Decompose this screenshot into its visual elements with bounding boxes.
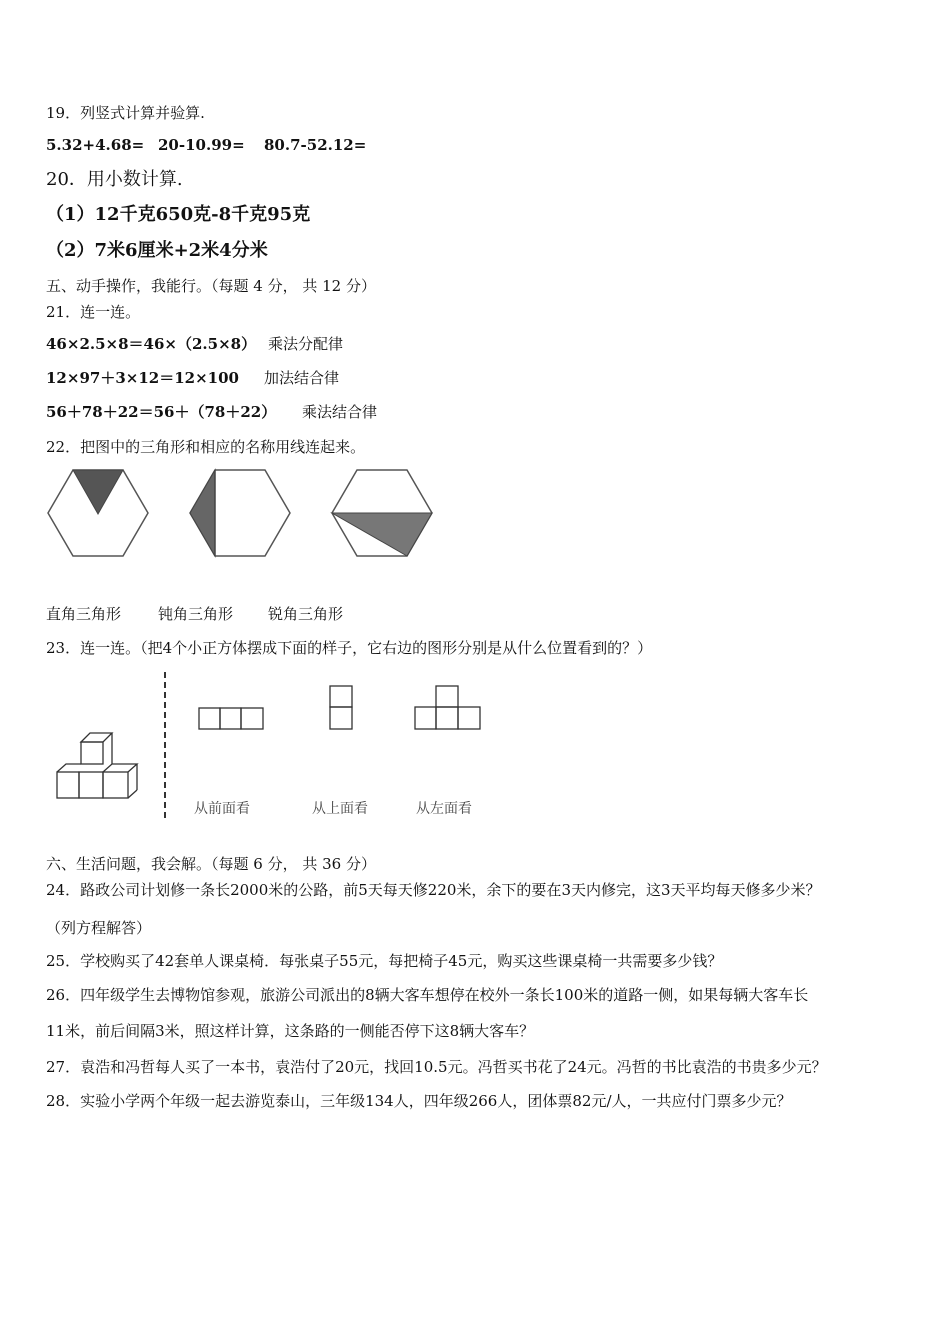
q21-expr-2: 12×97＋3×12＝12×100 bbox=[46, 369, 239, 387]
q28-text: 28．实验小学两个年级一起去游览泰山，三年级134人，四年级266人，团体票82元/人，一共应付门票多少元？ bbox=[46, 1092, 792, 1110]
dashed-divider bbox=[160, 672, 170, 820]
label-obtuse-triangle: 钝角三角形 bbox=[158, 605, 234, 623]
q24-note: （列方程解答） bbox=[46, 919, 152, 937]
q26-line-2: 11米，前后间隔3米，照这样计算，这条路的一侧能否停下这8辆大客车？ bbox=[46, 1022, 535, 1040]
hexagon-figure-2 bbox=[188, 468, 292, 558]
q19-title: 19．列竖式计算并验算. bbox=[46, 104, 205, 122]
q27-text: 27．袁浩和冯哲每人买了一本书，袁浩付了20元，找回10.5元。冯哲买书花了24元。冯哲的书比袁浩的书贵多少元？ bbox=[46, 1058, 827, 1076]
q25-text: 25．学校购买了42套单人课桌椅．每张桌子55元，每把椅子45元，购买这些课桌椅一共需要多少钱？ bbox=[46, 952, 723, 970]
q22-title: 22．把图中的三角形和相应的名称用线连起来。 bbox=[46, 438, 366, 456]
label-acute-triangle: 锐角三角形 bbox=[268, 605, 344, 623]
label-front-view: 从前面看 bbox=[194, 801, 250, 817]
front-view-figure bbox=[198, 706, 268, 732]
q21-title: 21．连一连。 bbox=[46, 303, 141, 321]
q19-expr-2: 20-10.99= bbox=[158, 136, 245, 154]
q21-law-2: 加法结合律 bbox=[264, 369, 340, 387]
q21-expr-3: 56＋78＋22＝56＋（78＋22） bbox=[46, 403, 277, 421]
hexagon-figure-3 bbox=[330, 468, 434, 558]
q21-law-3: 乘法结合律 bbox=[302, 403, 378, 421]
left-view-figure bbox=[414, 684, 484, 732]
label-right-triangle: 直角三角形 bbox=[46, 605, 122, 623]
top-view-figure bbox=[328, 684, 356, 732]
q21-law-1: 乘法分配律 bbox=[268, 335, 344, 353]
cube-stack-figure bbox=[48, 728, 148, 802]
q19-expr-1: 5.32+4.68= bbox=[46, 136, 145, 154]
q20-title: 20．用小数计算. bbox=[46, 169, 183, 190]
q26-line-1: 26．四年级学生去博物馆参观，旅游公司派出的8辆大客车想停在校外一条长100米的道路一侧，如果每辆大客车长 bbox=[46, 986, 809, 1004]
label-top-view: 从上面看 bbox=[312, 801, 368, 817]
section5-heading: 五、动手操作，我能行。（每题 4 分， 共 12 分） bbox=[46, 277, 376, 295]
q24-text: 24．路政公司计划修一条长2000米的公路，前5天每天修220米，余下的要在3天内修完，这3天平均每天修多少米？ bbox=[46, 881, 821, 899]
q21-expr-1: 46×2.5×8＝46×（2.5×8） bbox=[46, 335, 257, 353]
q23-title: 23．连一连。（把4个小正方体摆成下面的样子，它右边的图形分别是从什么位置看到的？） bbox=[46, 639, 653, 657]
hexagon-figure-1 bbox=[46, 468, 150, 558]
section6-heading: 六、生活问题，我会解。（每题 6 分， 共 36 分） bbox=[46, 855, 376, 873]
q20-item-2: （2）7米6厘米+2米4分米 bbox=[46, 240, 268, 261]
q19-expr-3: 80.7-52.12= bbox=[264, 136, 367, 154]
q20-item-1: （1）12千克650克-8千克95克 bbox=[46, 204, 311, 225]
label-left-view: 从左面看 bbox=[416, 801, 472, 817]
